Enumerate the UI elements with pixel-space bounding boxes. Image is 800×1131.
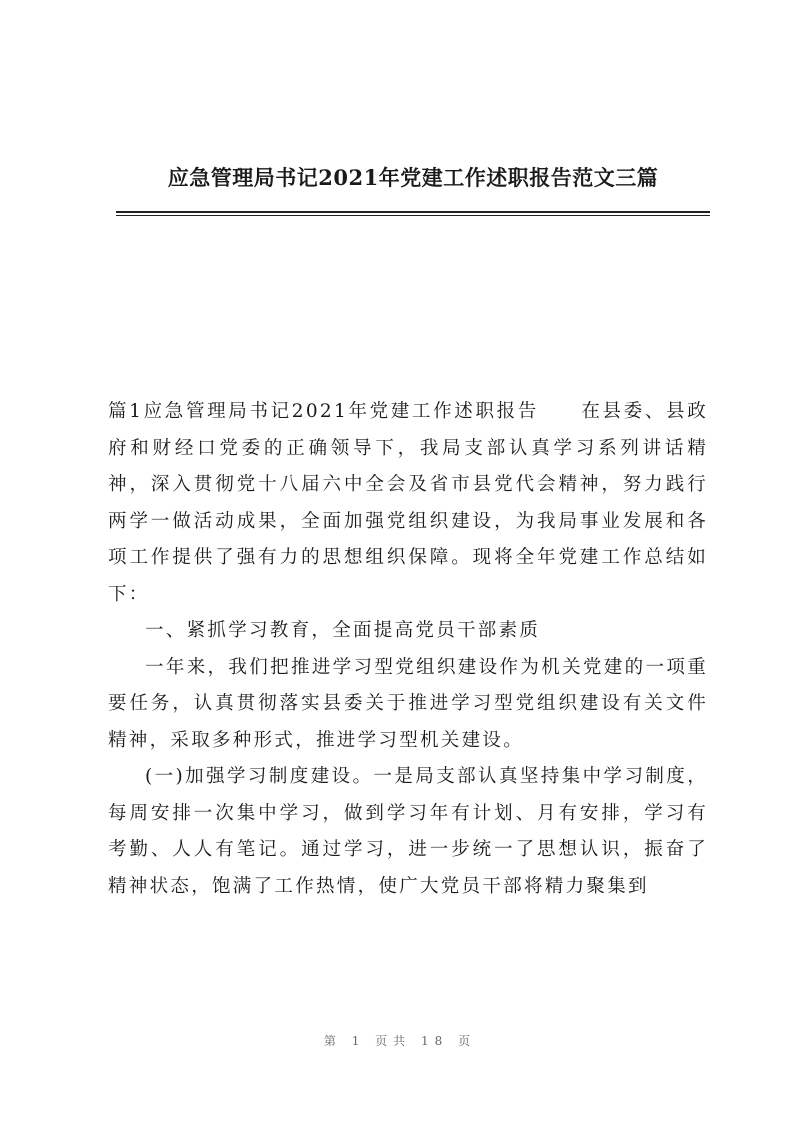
paragraph-text: (一)加强学习制度建设。一是局支部认真坚持集中学习制度，每周安排一次集中学习，做到学习年有计划、月有安排，学习有考勤、人人有笔记。通过学习，进一步统一了思想认识，振奋了精神状态，饱满了工作热情，使广大党员干部将精力聚集到 bbox=[108, 766, 708, 897]
paragraph-intro bbox=[108, 394, 708, 613]
paragraph-text: 一年来，我们把推进学习型党组织建设作为机关党建的一项重要任务，认真贯彻落实县委关于推进学习型党组织建设有关文件精神，采取多种形式，推进学习型机关建设。 bbox=[108, 656, 708, 751]
paragraph-text: 在县委、县政府和财经口党委的正确领导下，我局支部认真学习系列讲话精神，深入贯彻党十八届六中全会及省市县党代会精神，努力践行两学一做活动成果，全面加强党组织建设，为我局事业发展和各项工作提供了强有力的思想组织保障。现将全年党建工作总结如下： bbox=[108, 401, 709, 605]
document-body bbox=[108, 394, 708, 905]
title-underline bbox=[116, 211, 710, 213]
section-heading: 一、紧抓学习教育，全面提高党员干部素质 bbox=[145, 620, 541, 641]
page-number-footer: 第 1 页共 18 页 bbox=[323, 1034, 477, 1048]
section-heading-inline: 篇1应急管理局书记2021年党建工作述职报告 bbox=[108, 401, 539, 422]
title-underline-thin bbox=[116, 215, 710, 216]
document-title: 应急管理局书记2021年党建工作述职报告范文三篇 bbox=[167, 165, 659, 190]
